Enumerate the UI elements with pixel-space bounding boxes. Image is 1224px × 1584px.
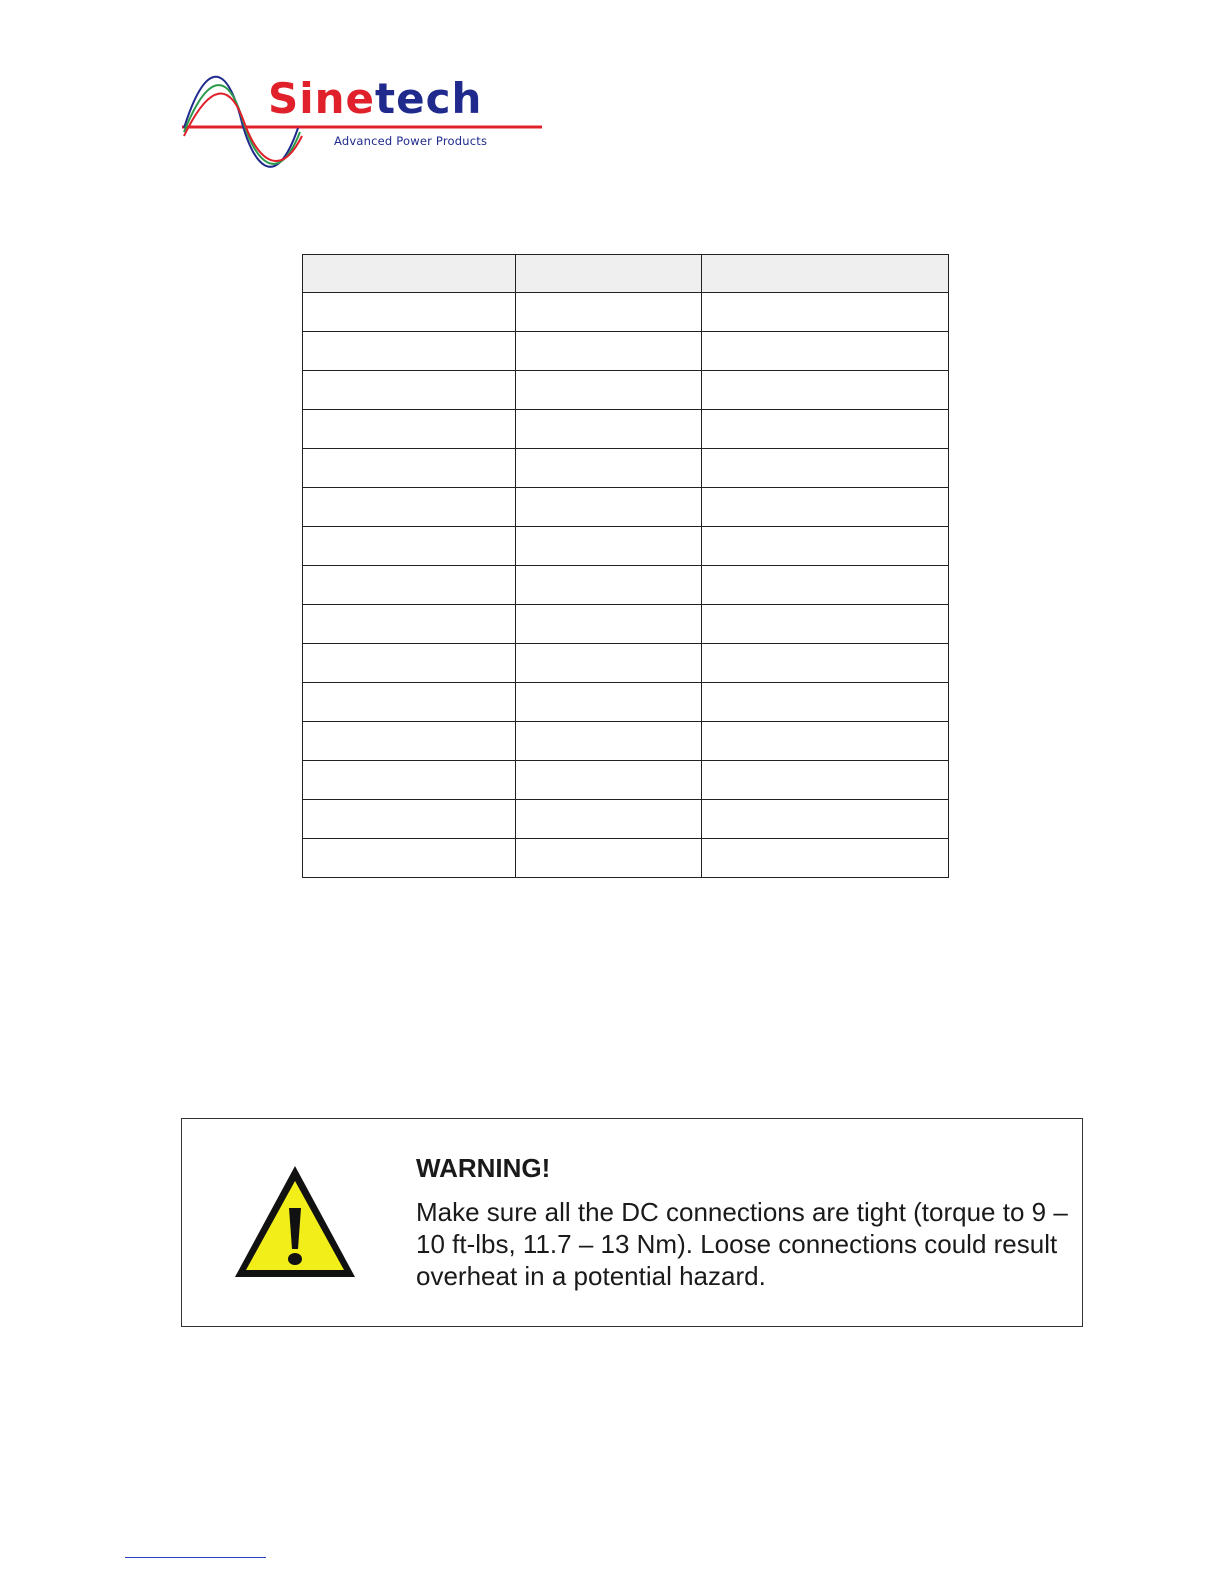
table-cell	[516, 371, 702, 410]
table-cell	[303, 722, 516, 761]
table-row	[303, 527, 949, 566]
table-cell	[702, 683, 949, 722]
table-cell	[303, 644, 516, 683]
table-cell	[516, 566, 702, 605]
table-cell	[702, 800, 949, 839]
table-row	[303, 605, 949, 644]
table-cell	[303, 449, 516, 488]
table-cell	[516, 410, 702, 449]
table-row	[303, 683, 949, 722]
table-row	[303, 722, 949, 761]
table-cell	[516, 332, 702, 371]
table-cell	[516, 683, 702, 722]
table-cell	[702, 644, 949, 683]
table-cell	[702, 839, 949, 878]
spec-table	[302, 254, 949, 878]
table-cell	[303, 527, 516, 566]
table-cell	[516, 293, 702, 332]
logo-wordmark-sine: Sine	[268, 74, 376, 123]
table-cell	[516, 488, 702, 527]
table-row	[303, 839, 949, 878]
table-cell	[516, 605, 702, 644]
table-row	[303, 644, 949, 683]
table-cell	[702, 722, 949, 761]
table-row	[303, 800, 949, 839]
warning-box	[181, 1118, 1083, 1327]
table-row	[303, 293, 949, 332]
table-cell	[702, 566, 949, 605]
table-cell	[516, 761, 702, 800]
table-cell	[303, 371, 516, 410]
table-cell	[303, 839, 516, 878]
footer-link-underline	[125, 1557, 266, 1558]
table-cell	[702, 332, 949, 371]
table-header-cell	[516, 255, 702, 293]
warning-triangle-icon	[232, 1163, 358, 1281]
table-cell	[702, 488, 949, 527]
table-cell	[303, 410, 516, 449]
table-row	[303, 566, 949, 605]
table-cell	[702, 605, 949, 644]
table-cell	[702, 449, 949, 488]
table-cell	[303, 293, 516, 332]
table-header-cell	[303, 255, 516, 293]
table-cell	[303, 488, 516, 527]
table-row	[303, 761, 949, 800]
table-cell	[516, 722, 702, 761]
table-row	[303, 371, 949, 410]
table-cell	[303, 800, 516, 839]
table-cell	[702, 410, 949, 449]
table-cell	[702, 293, 949, 332]
table-cell	[303, 605, 516, 644]
warning-text: Make sure all the DC connections are tight (torque to 9 – 10 ft-lbs, 11.7 – 13 Nm). Loose connections could result overheat in a potential hazard.	[416, 1197, 1068, 1291]
table-row	[303, 488, 949, 527]
table-cell	[516, 527, 702, 566]
logo-tagline: Advanced Power Products	[334, 134, 488, 148]
table-header-cell	[702, 255, 949, 293]
table-cell	[516, 644, 702, 683]
table-row	[303, 332, 949, 371]
sinetech-logo	[180, 70, 550, 185]
table-header-row	[303, 255, 949, 293]
table-cell	[303, 761, 516, 800]
logo-wordmark-tech: tech	[375, 74, 483, 123]
table-cell	[516, 449, 702, 488]
table-row	[303, 449, 949, 488]
table-cell	[702, 761, 949, 800]
table-cell	[303, 332, 516, 371]
table-cell	[303, 683, 516, 722]
table-cell	[516, 839, 702, 878]
table-cell	[702, 527, 949, 566]
table-cell	[303, 566, 516, 605]
table-cell	[516, 800, 702, 839]
table-row	[303, 410, 949, 449]
logo-wordmark	[268, 74, 483, 123]
table-cell	[702, 371, 949, 410]
warning-title: WARNING!	[416, 1153, 551, 1183]
